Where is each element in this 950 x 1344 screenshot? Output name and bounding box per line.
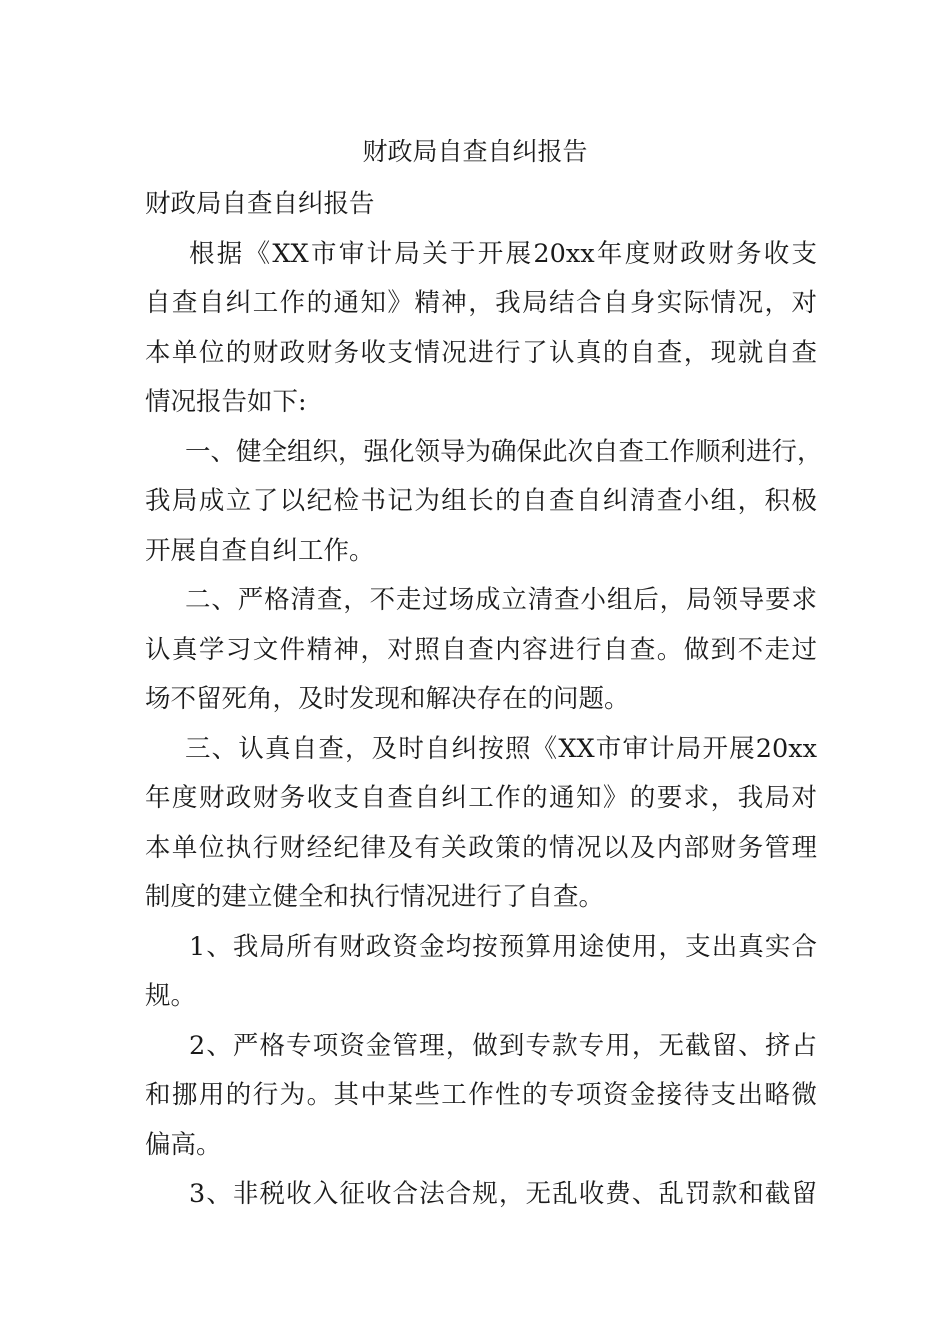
paragraph-line: 1、我局所有财政资金均按预算用途使用，支出真实合 [189, 931, 817, 962]
paragraph-line: 规。 [145, 981, 197, 1011]
subtitle-line: 财政局自查自纠报告 [145, 189, 375, 219]
paragraph-line: 二、严格清查，不走过场成立清查小组后，局领导要求 [185, 585, 817, 615]
document-title: 财政局自查自纠报告 [362, 137, 588, 166]
paragraph-line: 2、严格专项资金管理，做到专款专用，无截留、挤占 [189, 1030, 817, 1061]
paragraph-line: 和挪用的行为。其中某些工作性的专项资金接待支出略微 [145, 1080, 817, 1110]
paragraph-line: 三、认真自查，及时自纠按照《XX市审计局开展20xx [185, 733, 817, 764]
document-body [145, 180, 823, 1220]
paragraph-line: 本单位的财政财务收支情况进行了认真的自查，现就自查 [145, 337, 817, 368]
paragraph-line: 自查自纠工作的通知》精神，我局结合自身实际情况，对 [145, 288, 817, 318]
paragraph-line: 本单位执行财经纪律及有关政策的情况以及内部财务管理 [145, 832, 817, 863]
paragraph-line: 我局成立了以纪检书记为组长的自查自纠清查小组，积极 [145, 486, 817, 516]
paragraph-line: 制度的建立健全和执行情况进行了自查。 [145, 882, 605, 912]
paragraph-line: 年度财政财务收支自查自纠工作的通知》的要求，我局对 [145, 783, 817, 813]
paragraph-line: 一、健全组织，强化领导为确保此次自查工作顺利进行， [185, 436, 823, 467]
paragraph-line: 偏高。 [145, 1129, 222, 1160]
paragraph-line: 3、非税收入征收合法合规，无乱收费、乱罚款和截留 [189, 1179, 817, 1209]
paragraph-line: 根据《XX市审计局关于开展20xx年度财政财务收支 [189, 238, 817, 269]
paragraph-line: 场不留死角，及时发现和解决存在的问题。 [145, 684, 630, 714]
paragraph-line: 开展自查自纠工作。 [145, 535, 375, 566]
paragraph-line: 情况报告如下: [145, 387, 307, 417]
paragraph-line: 认真学习文件精神，对照自查内容进行自查。做到不走过 [145, 634, 817, 665]
